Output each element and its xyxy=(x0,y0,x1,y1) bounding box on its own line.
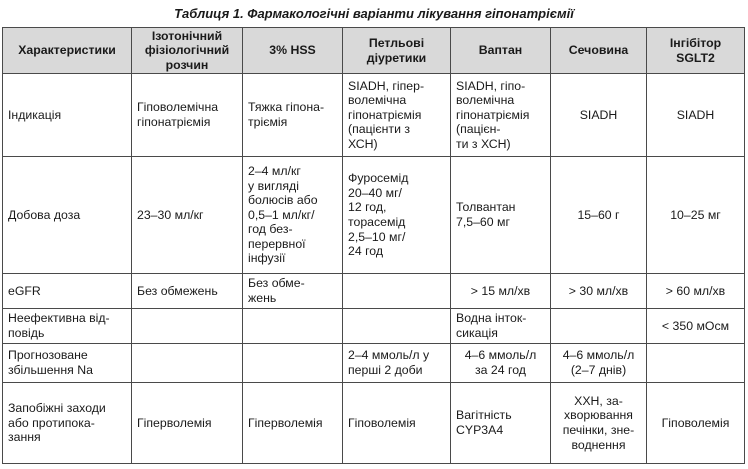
table-cell: Толвантан 7,5–60 мг xyxy=(451,157,551,274)
table-cell: SIADH xyxy=(647,74,745,157)
table-cell: Гіповолемічна гіпонатріємія xyxy=(132,74,243,157)
table-cell: 23–30 мл/кг xyxy=(132,157,243,274)
table-cell: < 350 мОсм xyxy=(647,309,745,344)
table-cell: 10–25 мг xyxy=(647,157,745,274)
table-cell xyxy=(132,309,243,344)
table-cell: Водна інток- сикація xyxy=(451,309,551,344)
header-hss: 3% HSS xyxy=(243,28,343,74)
table-cell: 15–60 г xyxy=(551,157,647,274)
table-cell: Гіповолемія xyxy=(647,383,745,464)
table-cell: 4–6 ммоль/л (2–7 днів) xyxy=(551,344,647,383)
table-cell: 4–6 ммоль/л за 24 год xyxy=(451,344,551,383)
table-row xyxy=(3,344,745,383)
row-label-ineffective-response: Неефективна від- повідь xyxy=(3,309,132,344)
treatment-table xyxy=(2,27,745,464)
table-cell xyxy=(132,344,243,383)
header-vaptan: Ваптан xyxy=(451,28,551,74)
table-cell: Вагітність CYP3A4 xyxy=(451,383,551,464)
table-cell: > 60 мл/хв xyxy=(647,274,745,309)
header-loop-diuretics: Петльові діуретики xyxy=(343,28,451,74)
header-characteristics: Характеристики xyxy=(3,28,132,74)
header-isotonic-saline: Ізотонічний фізіологічний розчин xyxy=(132,28,243,74)
table-cell: 2–4 мл/кг у вигляді болюсів або 0,5–1 мл/кг/ год без- перервної інфузії xyxy=(243,157,343,274)
table-caption: Таблиця 1. Фармакологічні варіанти лікування гіпонатріємії xyxy=(174,6,574,21)
row-label-indication: Індикація xyxy=(3,74,132,157)
table-cell xyxy=(551,309,647,344)
table-cell: Фуросемід 20–40 мг/ 12 год, торасемід 2,5–10 мг/ 24 год xyxy=(343,157,451,274)
row-label-egfr: eGFR xyxy=(3,274,132,309)
row-label-expected-na-increase: Прогнозоване збільшення Na xyxy=(3,344,132,383)
row-label-precautions: Запобіжні заходи або протипока- зання xyxy=(3,383,132,464)
table-cell: SIADH xyxy=(551,74,647,157)
table-cell: > 15 мл/хв xyxy=(451,274,551,309)
table-row xyxy=(3,309,745,344)
table-cell: SIADH, гіпер- волемічна гіпонатріємія (пацієнти з ХСН) xyxy=(343,74,451,157)
table-cell: Гіповолемія xyxy=(343,383,451,464)
table-cell: SIADH, гіпо- волемічна гіпонатріємія (пацієн- ти з ХСН) xyxy=(451,74,551,157)
table-cell xyxy=(343,309,451,344)
row-label-daily-dose: Добова доза xyxy=(3,157,132,274)
table-cell: ХХН, за- хворювання печінки, зне- воднення xyxy=(551,383,647,464)
table-cell: > 30 мл/хв xyxy=(551,274,647,309)
table-cell xyxy=(647,344,745,383)
header-urea: Сечовина xyxy=(551,28,647,74)
table-cell: 2–4 ммоль/л у перші 2 доби xyxy=(343,344,451,383)
header-sglt2-inhibitor: Інгібітор SGLT2 xyxy=(647,28,745,74)
table-row xyxy=(3,383,745,464)
table-cell xyxy=(343,274,451,309)
table-row xyxy=(3,274,745,309)
table-cell: Тяжка гіпона- тріємія xyxy=(243,74,343,157)
table-cell xyxy=(243,344,343,383)
table-cell xyxy=(243,309,343,344)
table-cell: Без обме- жень xyxy=(243,274,343,309)
table-cell: Гіперволемія xyxy=(243,383,343,464)
header-row xyxy=(3,28,745,74)
table-row xyxy=(3,157,745,274)
table-cell: Гіперволемія xyxy=(132,383,243,464)
table-cell: Без обмежень xyxy=(132,274,243,309)
table-row xyxy=(3,74,745,157)
